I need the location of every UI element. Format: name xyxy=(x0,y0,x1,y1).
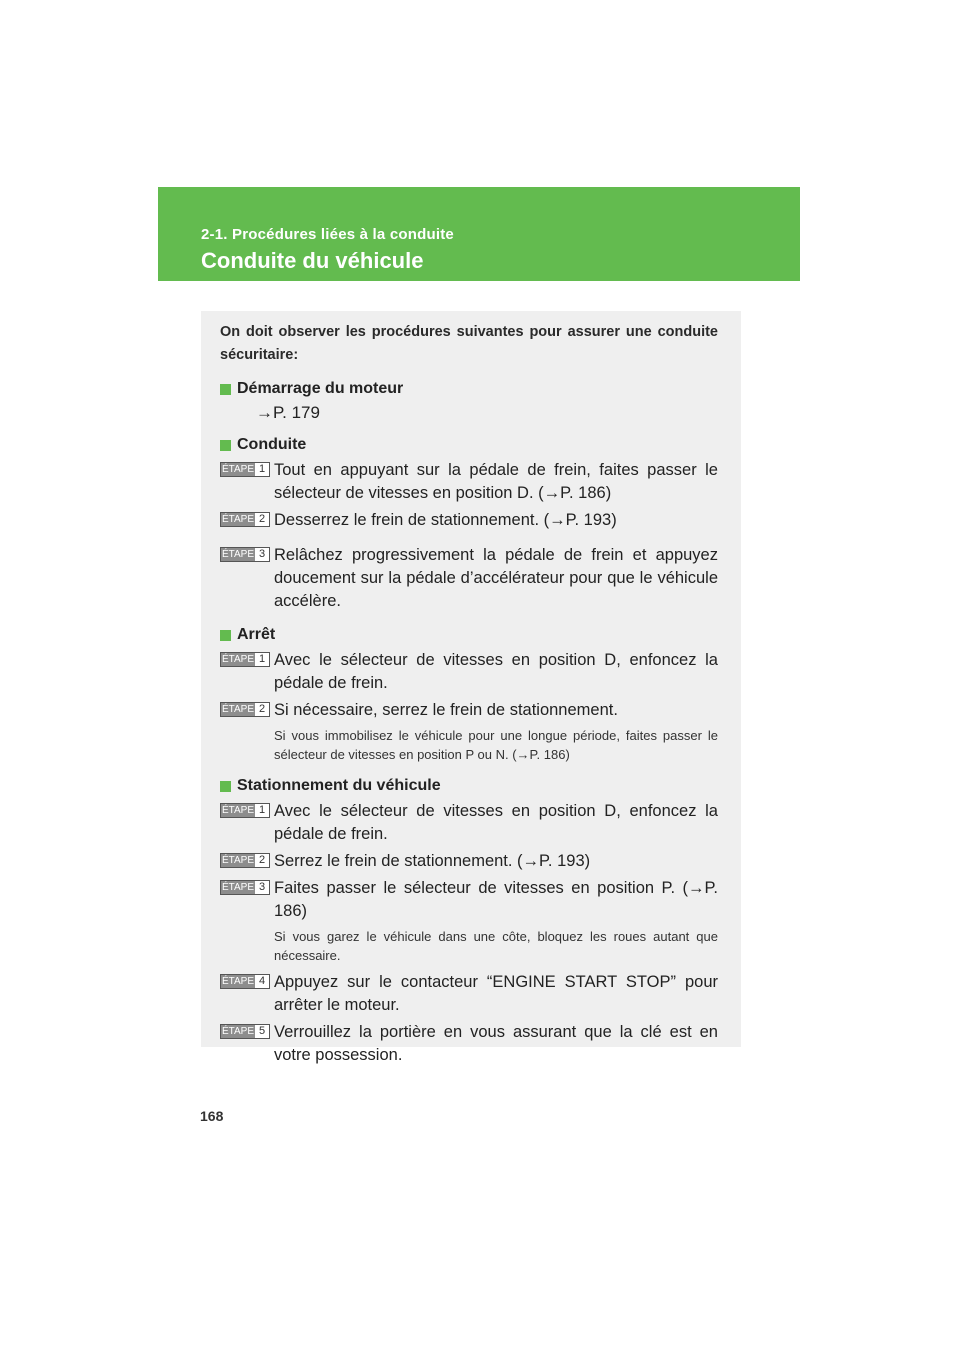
subhead-label: Arrêt xyxy=(237,626,276,643)
square-bullet-icon xyxy=(220,384,231,395)
step-text: Relâchez progressivement la pédale de frein et appuyez doucement sur la pédale d’accélérateur pour que le véhicule accélère. xyxy=(274,546,718,610)
subhead-arret xyxy=(220,624,718,646)
step-item xyxy=(220,850,718,873)
step-text: Appuyez sur le contacteur “ENGINE START STOP” pour arrêter le moteur. xyxy=(274,973,718,1014)
step-item xyxy=(220,544,718,613)
step-text: Avec le sélecteur de vitesses en position D, enfoncez la pédale de frein. xyxy=(274,651,718,692)
note-text: Si vous immobilisez le véhicule pour une longue période, faites passer le sélecteur de vitesses en position P ou N. (→P. 186) xyxy=(274,728,718,762)
subhead-demarrage xyxy=(220,378,718,400)
section-label: 2-1. Procédures liées à la conduite xyxy=(201,226,454,243)
step-text: Tout en appuyant sur la pédale de frein, faites passer le sélecteur de vitesses en position D. (→P. 186) xyxy=(274,461,718,502)
subhead-conduite xyxy=(220,434,718,456)
step-badge: ÉTAPE 1 xyxy=(220,462,270,477)
page-number: 168 xyxy=(200,1108,224,1124)
step-badge: ÉTAPE 2 xyxy=(220,702,270,717)
step-text: Faites passer le sélecteur de vitesses en position P. (→P. 186) xyxy=(274,879,718,920)
chapter-header xyxy=(158,187,800,281)
step-badge: ÉTAPE 3 xyxy=(220,547,270,562)
subhead-label: Démarrage du moteur xyxy=(237,380,404,397)
intro-text: On doit observer les procédures suivantes pour assurer une conduite sécuritaire: xyxy=(220,324,718,363)
step-text: Avec le sélecteur de vitesses en position D, enfoncez la pédale de frein. xyxy=(274,802,718,843)
subhead-label: Stationnement du véhicule xyxy=(237,777,441,794)
procedure-panel xyxy=(201,311,741,1064)
step-item xyxy=(220,699,718,722)
step-item xyxy=(220,971,718,1017)
step-text: Desserrez le frein de stationnement. (→P. 193) xyxy=(274,511,617,529)
note-text: Si vous garez le véhicule dans une côte, bloquez les roues autant que nécessaire. xyxy=(274,929,718,963)
step-item xyxy=(220,1021,718,1067)
step-text: Si nécessaire, serrez le frein de stationnement. xyxy=(274,701,618,719)
subhead-label: Conduite xyxy=(237,436,307,453)
page-reference: →P. 179 xyxy=(256,403,320,422)
step-item xyxy=(220,649,718,695)
page-title: Conduite du véhicule xyxy=(201,248,424,273)
step-text: Verrouillez la portière en vous assurant que la clé est en votre possession. xyxy=(274,1023,718,1064)
step-item xyxy=(220,509,718,532)
square-bullet-icon xyxy=(220,781,231,792)
step-item xyxy=(220,800,718,846)
square-bullet-icon xyxy=(220,630,231,641)
step-badge: ÉTAPE 2 xyxy=(220,512,270,527)
subhead-stationnement xyxy=(220,775,718,797)
step-item xyxy=(220,877,718,923)
step-item xyxy=(220,459,718,505)
step-badge: ÉTAPE 4 xyxy=(220,974,270,989)
step-text: Serrez le frein de stationnement. (→P. 193) xyxy=(274,852,591,870)
square-bullet-icon xyxy=(220,440,231,451)
step-badge: ÉTAPE 2 xyxy=(220,853,270,868)
step-badge: ÉTAPE 1 xyxy=(220,652,270,667)
step-badge: ÉTAPE 5 xyxy=(220,1024,270,1039)
step-badge: ÉTAPE 1 xyxy=(220,803,270,818)
step-badge: ÉTAPE 3 xyxy=(220,880,270,895)
